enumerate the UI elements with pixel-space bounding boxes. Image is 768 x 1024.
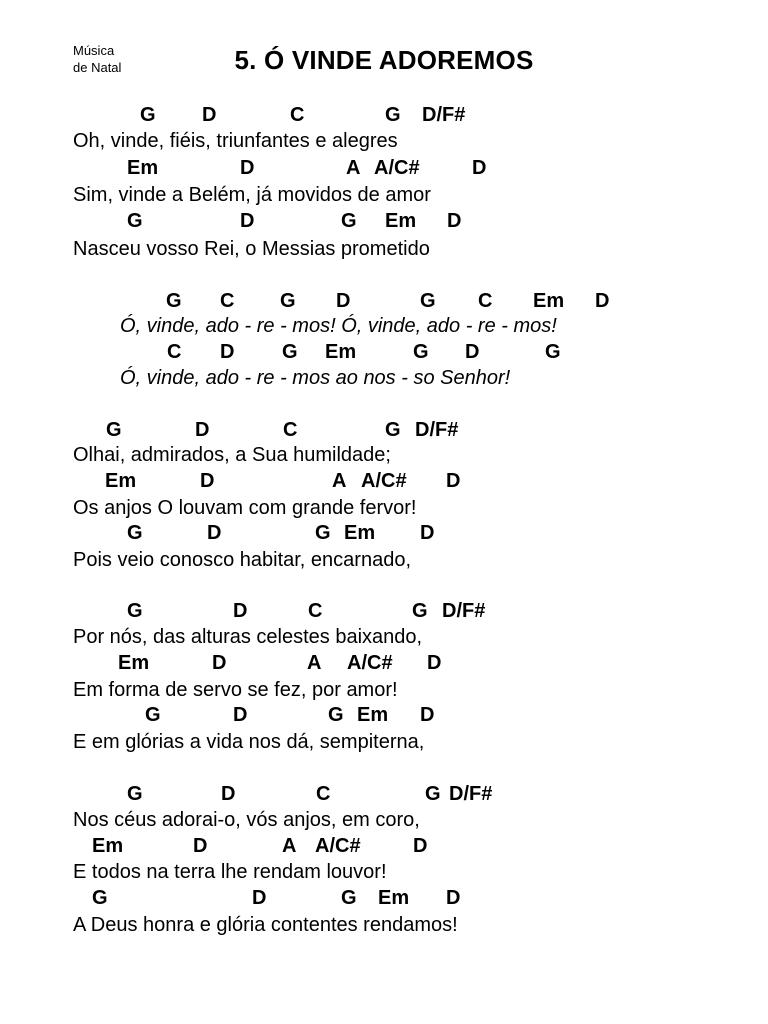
chord: D	[207, 522, 222, 544]
chord: G	[92, 887, 108, 909]
chord: D	[220, 341, 235, 363]
chord-row	[0, 418, 768, 442]
lyric-line: A Deus honra e glória contentes rendamos!	[73, 914, 458, 936]
lyric-line: Olhai, admirados, a Sua humildade;	[73, 444, 391, 466]
lyric-line: Sim, vinde a Belém, já movidos de amor	[73, 184, 431, 206]
chord: G	[315, 522, 331, 544]
lyric-line: Em forma de servo se fez, por amor!	[73, 679, 398, 701]
chord: C	[478, 290, 493, 312]
chord: G	[420, 290, 436, 312]
category-label-line2: de Natal	[73, 60, 122, 75]
chord-row	[0, 103, 768, 127]
chord: Em	[325, 341, 357, 363]
chord: Em	[357, 704, 389, 726]
chord: D	[595, 290, 610, 312]
chord: G	[545, 341, 561, 363]
chord: D	[420, 704, 435, 726]
chord: G	[328, 704, 344, 726]
chord: A/C#	[347, 652, 393, 674]
chord: G	[166, 290, 182, 312]
chord: G	[282, 341, 298, 363]
chord-row	[0, 209, 768, 233]
lyric-line: E em glórias a vida nos dá, sempiterna,	[73, 731, 425, 753]
chord-row	[0, 834, 768, 858]
chord: D	[420, 522, 435, 544]
chord: A	[282, 835, 297, 857]
chord: Em	[344, 522, 376, 544]
chord-row	[0, 886, 768, 910]
chord: C	[290, 104, 305, 126]
chord: C	[316, 783, 331, 805]
lyric-line: Nasceu vosso Rei, o Messias prometido	[73, 238, 430, 260]
chord: Em	[118, 652, 150, 674]
chord: D	[212, 652, 227, 674]
chord: A/C#	[374, 157, 420, 179]
chord: G	[127, 600, 143, 622]
chord: D	[465, 341, 480, 363]
chord: D/F#	[442, 600, 486, 622]
chord: Em	[385, 210, 417, 232]
chord: G	[127, 522, 143, 544]
chord-row	[0, 703, 768, 727]
chord: Em	[92, 835, 124, 857]
chord-row	[0, 340, 768, 364]
chord: D/F#	[449, 783, 493, 805]
chord: G	[127, 210, 143, 232]
chord: A/C#	[315, 835, 361, 857]
lyric-line: E todos na terra lhe rendam louvor!	[73, 861, 387, 883]
chord: Em	[378, 887, 410, 909]
chord: G	[413, 341, 429, 363]
chord: D	[447, 210, 462, 232]
chord: G	[106, 419, 122, 441]
chord: D	[193, 835, 208, 857]
chord: C	[220, 290, 235, 312]
chord: D	[252, 887, 267, 909]
page-title: 5. Ó VINDE ADOREMOS	[234, 45, 534, 75]
chord: Em	[533, 290, 565, 312]
chord: D	[336, 290, 351, 312]
chord: C	[308, 600, 323, 622]
chord: G	[341, 210, 357, 232]
chord: G	[385, 419, 401, 441]
chord: Em	[127, 157, 159, 179]
lyric-line: Pois veio conosco habitar, encarnado,	[73, 549, 411, 571]
lyric-line: Nos céus adorai-o, vós anjos, em coro,	[73, 809, 420, 831]
chord: D	[200, 470, 215, 492]
chord: D	[195, 419, 210, 441]
chord: D	[472, 157, 487, 179]
chord: Em	[105, 470, 137, 492]
chord-row	[0, 289, 768, 313]
chord: D	[413, 835, 428, 857]
chord: D	[446, 887, 461, 909]
chord: G	[425, 783, 441, 805]
chord: D/F#	[422, 104, 466, 126]
chord: G	[341, 887, 357, 909]
lyric-line: Oh, vinde, fiéis, triunfantes e alegres	[73, 130, 398, 152]
chord: D	[240, 157, 255, 179]
chord: G	[127, 783, 143, 805]
chord: G	[280, 290, 296, 312]
chord: D	[240, 210, 255, 232]
chord: C	[283, 419, 298, 441]
chord: C	[167, 341, 182, 363]
chord: D	[446, 470, 461, 492]
chord: G	[140, 104, 156, 126]
chord: D	[233, 704, 248, 726]
chord: A	[346, 157, 361, 179]
lyric-line: Os anjos O louvam com grande fervor!	[73, 497, 417, 519]
chord: G	[412, 600, 428, 622]
chord: A/C#	[361, 470, 407, 492]
chord: G	[385, 104, 401, 126]
chord-row	[0, 599, 768, 623]
chord: D	[427, 652, 442, 674]
lyric-line: Ó, vinde, ado - re - mos! Ó, vinde, ado - re - mos!	[120, 315, 557, 337]
lyric-line: Por nós, das alturas celestes baixando,	[73, 626, 423, 648]
chord-row	[0, 782, 768, 806]
chord: G	[145, 704, 161, 726]
category-label-line1: Música	[73, 43, 115, 58]
chord-row	[0, 651, 768, 675]
chord-row	[0, 469, 768, 493]
chord-row	[0, 156, 768, 180]
chord: D/F#	[415, 419, 459, 441]
chord: A	[332, 470, 347, 492]
chord: D	[233, 600, 248, 622]
chord: D	[202, 104, 217, 126]
chord: D	[221, 783, 236, 805]
chord: A	[307, 652, 322, 674]
chord-row	[0, 521, 768, 545]
lyric-line: Ó, vinde, ado - re - mos ao nos - so Senhor!	[120, 367, 511, 389]
